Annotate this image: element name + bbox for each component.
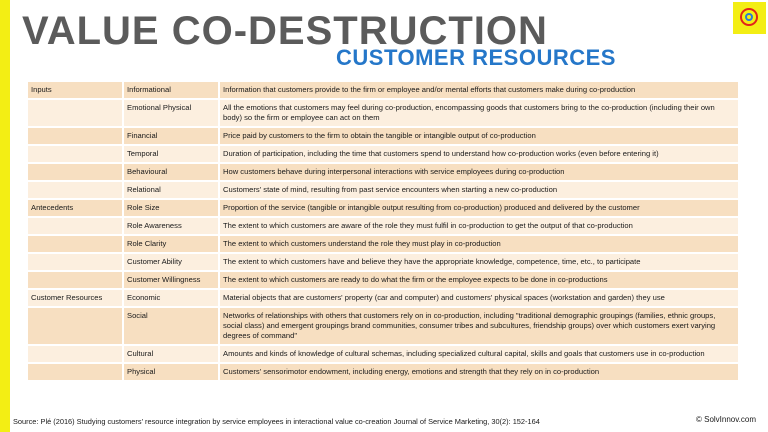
- definition-cell: Duration of participation, including the time that customers spend to understand how co-production works (even before entering it): [218, 146, 738, 162]
- table-row: [28, 82, 738, 100]
- group-cell: [28, 100, 122, 126]
- logo-inner-ring-icon: [745, 13, 753, 21]
- group-cell: [28, 272, 122, 288]
- group-cell: Antecedents: [31, 203, 74, 212]
- resources-table: [28, 82, 738, 382]
- group-cell: [28, 364, 122, 380]
- term-cell: Role Clarity: [122, 236, 218, 252]
- term-cell: Economic: [122, 290, 218, 306]
- definition-cell: Customers' sensorimotor endowment, including energy, emotions and strength that they rely on in co-production: [218, 364, 738, 380]
- table-row: [28, 272, 738, 290]
- group-cell: [28, 236, 122, 252]
- group-cell: [28, 182, 122, 198]
- table-row: [28, 128, 738, 146]
- group-cell: Inputs: [31, 85, 52, 94]
- group-cell: [28, 308, 122, 344]
- page-subtitle: CUSTOMER RESOURCES: [336, 45, 616, 70]
- copyright-notice: © SolvInnov.com: [696, 415, 756, 424]
- term-cell: Role Awareness: [122, 218, 218, 234]
- group-cell: [28, 128, 122, 144]
- definition-cell: Customers' state of mind, resulting from past service encounters when starting a new co-production: [218, 182, 738, 198]
- table-row: [28, 218, 738, 236]
- logo: [733, 2, 766, 34]
- table-row: [28, 346, 738, 364]
- definition-cell: The extent to which customers understand the role they must play in co-production: [218, 236, 738, 252]
- term-cell: Relational: [122, 182, 218, 198]
- table-row: [28, 146, 738, 164]
- group-cell: [28, 164, 122, 180]
- term-cell: Social: [122, 308, 218, 344]
- left-accent-bar: [0, 0, 10, 432]
- term-cell: Cultural: [122, 346, 218, 362]
- group-cell: [28, 218, 122, 234]
- table-row: [28, 254, 738, 272]
- group-cell: [28, 146, 122, 162]
- definition-cell: The extent to which customers have and believe they have the appropriate knowledge, competence, time, etc., to participate: [218, 254, 738, 270]
- term-cell: Behavioural: [122, 164, 218, 180]
- group-cell: [28, 346, 122, 362]
- definition-cell: Amounts and kinds of knowledge of cultural schemas, including specialized cultural capital, skills and goals that customers use in co-production: [218, 346, 738, 362]
- definition-cell: Proportion of the service (tangible or intangible output resulting from co-production) produced and delivered by the customer: [218, 200, 738, 216]
- group-cell: [28, 254, 122, 270]
- definition-cell: The extent to which customers are ready to do what the firm or the employee expects to be done in co-productions: [218, 272, 738, 288]
- table-row: [28, 236, 738, 254]
- definition-cell: Networks of relationships with others that customers rely on in co-production, including "traditional demographic groupings (families, ethnic groups, social class) and emergent groupings brand communities, consumer tribes and subcultures, friendship groups) over which customers exert varying degrees of command": [218, 308, 738, 344]
- term-cell: Physical: [122, 364, 218, 380]
- term-cell: Temporal: [122, 146, 218, 162]
- source-citation: Source: Plé (2016) Studying customers' resource integration by service employees in interactional value co-creation Journal of Service Marketing, 30(2): 152-164: [13, 417, 540, 426]
- page-title: VALUE CO-DESTRUCTION: [22, 9, 548, 53]
- definition-cell: How customers behave during interpersonal interactions with service employees during co-production: [218, 164, 738, 180]
- definition-cell: Information that customers provide to the firm or employee and/or mental efforts that customers make during co-production: [218, 82, 738, 98]
- table-row: [28, 164, 738, 182]
- definition-cell: The extent to which customers are aware of the role they must fulfil in co-production to get the output of that co-production: [218, 218, 738, 234]
- table-row: [28, 100, 738, 128]
- definition-cell: All the emotions that customers may feel during co-production, encompassing goods that customers bring to the co-production (including their own body) so the firm or employee can act on them: [218, 100, 738, 126]
- term-cell: Emotional Physical: [122, 100, 218, 126]
- term-cell: Customer Willingness: [122, 272, 218, 288]
- definition-cell: Price paid by customers to the firm to obtain the tangible or intangible output of co-production: [218, 128, 738, 144]
- definition-cell: Material objects that are customers' property (car and computer) and customers' physical spaces (workstation and garden) they use: [218, 290, 738, 306]
- term-cell: Financial: [122, 128, 218, 144]
- group-cell: Customer Resources: [31, 293, 103, 302]
- table-row: [28, 364, 738, 382]
- table-row: [28, 308, 738, 346]
- table-row: [28, 182, 738, 200]
- term-cell: Role Size: [122, 200, 218, 216]
- table-row: [28, 290, 738, 308]
- term-cell: Informational: [122, 82, 218, 98]
- term-cell: Customer Ability: [122, 254, 218, 270]
- table-row: [28, 200, 738, 218]
